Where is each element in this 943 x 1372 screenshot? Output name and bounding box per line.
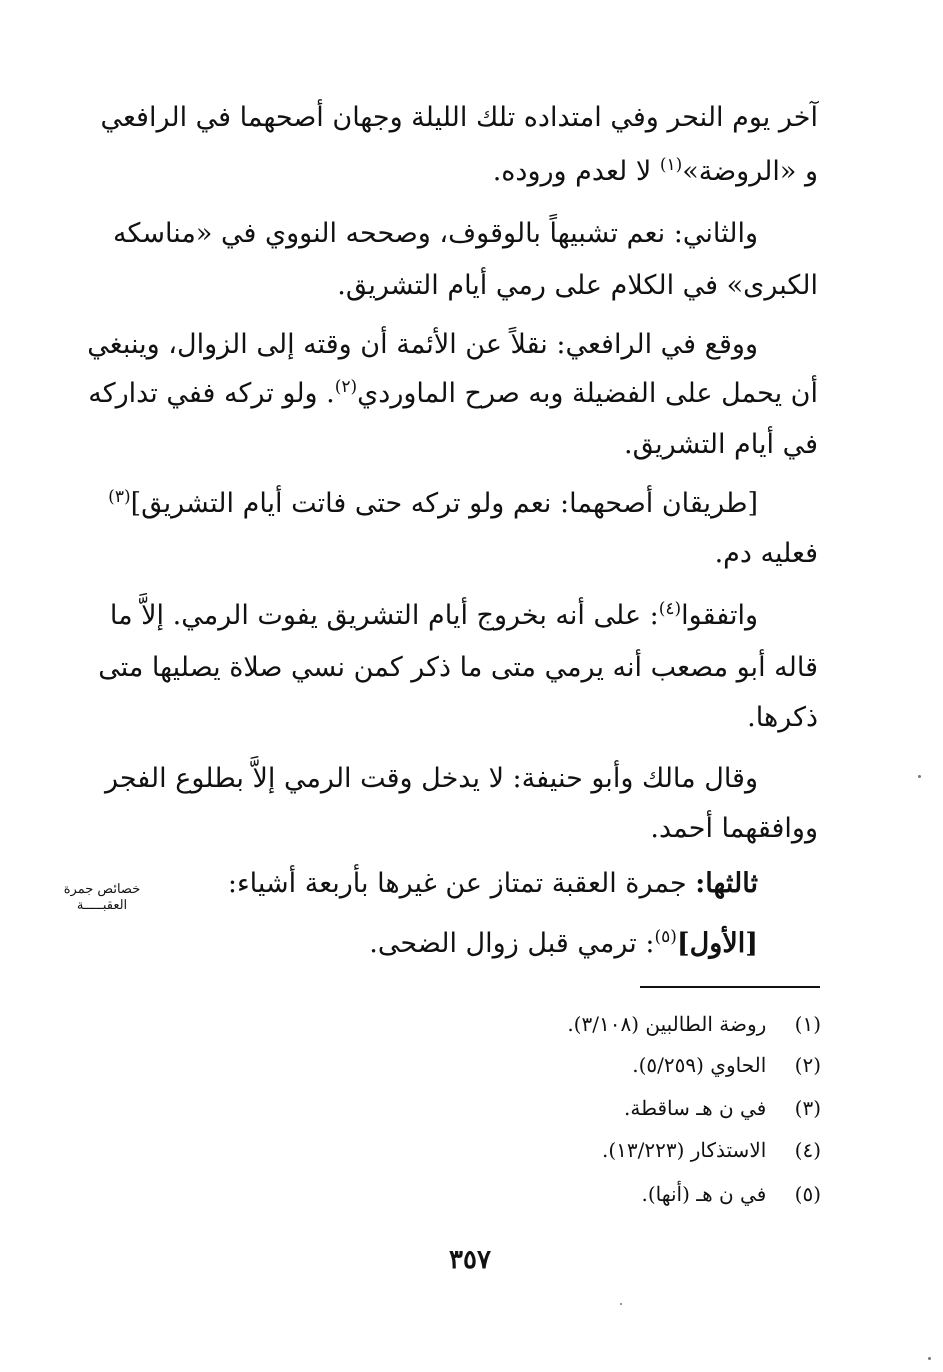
text-span: لا لعدم وروده. — [492, 156, 660, 187]
section-heading-line — [138, 868, 758, 900]
footnote-text: الحاوي (٥/٢٥٩). — [632, 1053, 767, 1077]
footnote-ref[interactable]: (٣) — [108, 487, 131, 507]
text-line: في أيام التشريق. — [623, 429, 818, 460]
text-span: : ترمي قبل زوال الضحى. — [369, 928, 655, 959]
footnote-ref[interactable]: (٤) — [658, 599, 682, 619]
margin-note-line: خصائص جمرة — [63, 882, 141, 897]
text-line: ووقع في الرافعي: نقلاً عن الأئمة أن وقته إلى الزوال، وينبغي — [87, 329, 758, 360]
footnote — [624, 1095, 821, 1121]
footnote-separator — [640, 986, 820, 988]
footnote — [567, 1011, 821, 1037]
footnote — [641, 1181, 821, 1207]
text-line: ووافقهما أحمد. — [650, 813, 818, 844]
footnote-number: (٢) — [794, 1053, 821, 1077]
text-span: [طريقان أصحهما: نعم ولو تركه حتى فاتت أيام التشريق] — [130, 488, 758, 519]
footnote-number: (٥) — [794, 1182, 821, 1206]
text-line: قاله أبو مصعب أنه يرمي متى ما ذكر كمن نسي صلاة يصليها متى — [98, 652, 818, 683]
text-line: وقال مالك وأبو حنيفة: لا يدخل وقت الرمي إلاَّ بطلوع الفجر — [104, 763, 758, 794]
margin-note — [56, 882, 148, 914]
text-line — [88, 377, 818, 410]
item-label: [الأول] — [676, 928, 758, 959]
text-line: ذكرها. — [747, 702, 818, 733]
text-line — [109, 599, 758, 632]
scan-speck — [928, 1357, 931, 1360]
text-span: أن يحمل على الفضيلة وبه صرح الماوردي — [357, 378, 818, 409]
footnote-text: في ن هـ ساقطة. — [623, 1096, 767, 1120]
text-line — [138, 928, 758, 960]
footnote-text: الاستذكار (١٣/٢٢٣). — [601, 1138, 767, 1162]
footnote-text: روضة الطالبين (٣/١٠٨). — [567, 1012, 767, 1036]
footnote-ref[interactable]: (١) — [659, 155, 683, 175]
text-span: جمرة العقبة تمتاز عن غيرها بأربعة أشياء: — [227, 868, 696, 899]
footnote-number: (١) — [794, 1012, 821, 1036]
margin-note-line: العقبـــــة — [76, 898, 128, 913]
text-span: و «الروضة» — [682, 156, 818, 187]
text-line: آخر يوم النحر وفي امتداده تلك الليلة وجهان أصحهما في الرافعي — [100, 102, 818, 133]
text-span: : على أنه بخروج أيام التشريق يفوت الرمي. إلاَّ ما — [109, 600, 659, 631]
text-span: . ولو تركه ففي تداركه — [88, 378, 335, 409]
footnote-text: في ن هـ (أنها). — [641, 1182, 767, 1206]
footnote-ref[interactable]: (٢) — [334, 377, 358, 397]
footnote-ref[interactable]: (٥) — [654, 927, 677, 947]
text-line: فعليه دم. — [714, 538, 818, 569]
text-span: واتفقوا — [681, 600, 758, 631]
page-number: ٣٥٧ — [449, 1245, 491, 1275]
text-line — [108, 487, 758, 520]
footnote — [602, 1137, 821, 1163]
text-line: والثاني: نعم تشبيهاً بالوقوف، وصححه النووي في «مناسكه — [113, 218, 758, 249]
scan-speck — [918, 775, 921, 778]
footnote-number: (٤) — [794, 1138, 821, 1162]
footnote — [632, 1052, 821, 1078]
scan-speck — [620, 1303, 622, 1305]
text-line — [138, 156, 818, 188]
section-label: ثالثها: — [695, 868, 758, 899]
footnote-number: (٣) — [794, 1096, 821, 1120]
text-line: الكبرى» في الكلام على رمي أيام التشريق. — [337, 270, 818, 301]
